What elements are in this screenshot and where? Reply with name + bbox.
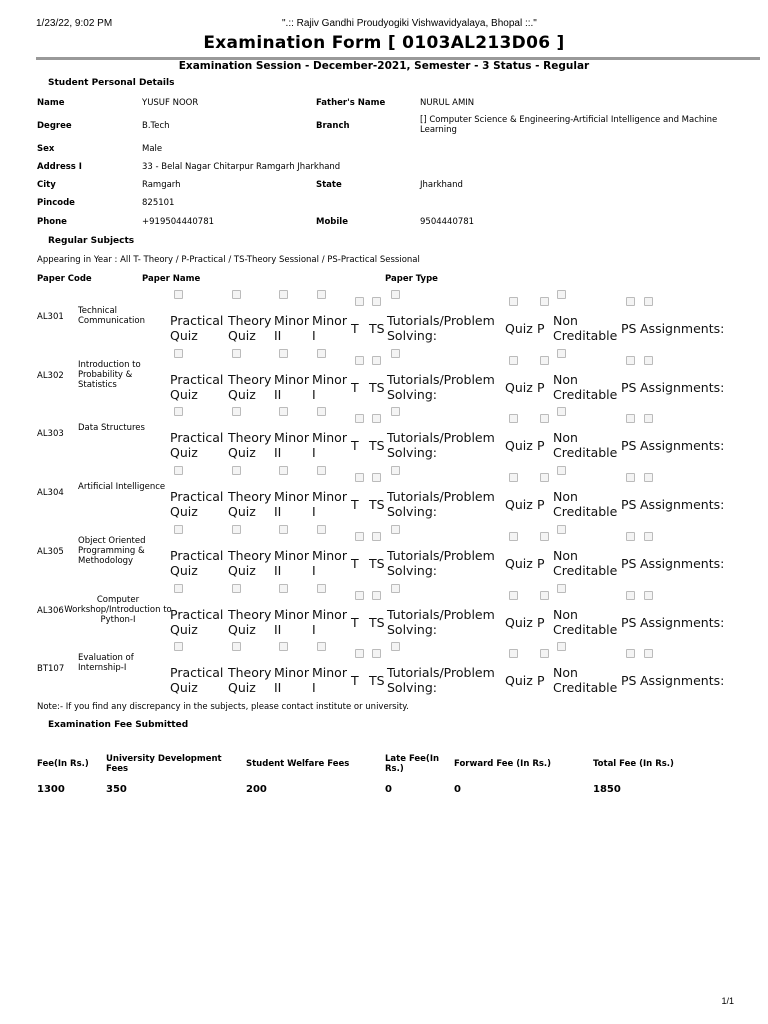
personal-section-heading: Student Personal Details bbox=[48, 78, 175, 88]
paper-type-checkbox[interactable] bbox=[355, 414, 364, 423]
paper-type-checkbox[interactable] bbox=[644, 473, 653, 482]
paper-type-checkbox[interactable] bbox=[540, 473, 549, 482]
paper-type-checkbox[interactable] bbox=[232, 525, 241, 534]
phone-label: Phone bbox=[37, 217, 67, 227]
option-label-quiz: Quiz bbox=[505, 379, 533, 395]
option-label-practical-quiz: Practical Quiz bbox=[170, 430, 224, 461]
paper-type-checkbox[interactable] bbox=[174, 349, 183, 358]
paper-type-checkbox[interactable] bbox=[626, 414, 635, 423]
option-label-theory-quiz: Theory Quiz bbox=[228, 547, 272, 578]
paper-type-checkbox[interactable] bbox=[174, 466, 183, 475]
paper-type-checkbox[interactable] bbox=[644, 532, 653, 541]
paper-type-checkbox[interactable] bbox=[391, 466, 400, 475]
paper-type-checkbox[interactable] bbox=[372, 649, 381, 658]
paper-type-checkbox[interactable] bbox=[372, 532, 381, 541]
option-label-minor-ii: Minor II bbox=[274, 665, 309, 696]
page-number: 1/1 bbox=[721, 996, 734, 1006]
paper-code: AL306 bbox=[37, 605, 64, 616]
state-label: State bbox=[316, 180, 342, 190]
option-label-assignments: Assignments: bbox=[640, 438, 725, 454]
paper-type-checkbox[interactable] bbox=[355, 473, 364, 482]
option-label-ps: PS bbox=[621, 379, 637, 395]
session-line: Examination Session - December-2021, Semester - 3 Status - Regular bbox=[178, 60, 590, 72]
option-label-ts: TS bbox=[369, 673, 385, 689]
pincode-label: Pincode bbox=[37, 198, 75, 208]
paper-type-checkbox[interactable] bbox=[317, 290, 326, 299]
paper-type-checkbox[interactable] bbox=[279, 290, 288, 299]
paper-type-checkbox[interactable] bbox=[279, 466, 288, 475]
paper-type-checkbox[interactable] bbox=[279, 407, 288, 416]
total-fee-header: Total Fee (In Rs.) bbox=[593, 759, 674, 769]
option-label-minor-i: Minor I bbox=[312, 665, 347, 696]
option-label-ps: PS bbox=[621, 321, 637, 336]
paper-type-checkbox[interactable] bbox=[372, 414, 381, 423]
paper-code: AL305 bbox=[37, 546, 64, 557]
name-label: Name bbox=[37, 98, 65, 108]
option-label-p: P bbox=[537, 497, 545, 513]
option-label-non-creditable: Non Creditable bbox=[553, 606, 618, 637]
col-paper-name: Paper Name bbox=[142, 274, 201, 284]
col-paper-code: Paper Code bbox=[37, 274, 92, 284]
paper-type-checkbox[interactable] bbox=[557, 584, 566, 593]
option-label-tutorials: Tutorials/Problem Solving: bbox=[387, 606, 495, 637]
option-label-theory-quiz: Theory Quiz bbox=[228, 606, 272, 637]
paper-code: BT107 bbox=[37, 664, 65, 675]
paper-type-checkbox[interactable] bbox=[644, 591, 653, 600]
paper-type-checkbox[interactable] bbox=[626, 356, 635, 365]
option-label-quiz: Quiz bbox=[505, 321, 533, 336]
option-label-ps: PS bbox=[621, 497, 637, 513]
option-label-minor-ii: Minor II bbox=[274, 371, 309, 402]
option-label-minor-i: Minor I bbox=[312, 489, 347, 520]
paper-type-checkbox[interactable] bbox=[279, 642, 288, 651]
phone-value: +919504440781 bbox=[142, 217, 215, 227]
paper-type-checkbox[interactable] bbox=[174, 584, 183, 593]
option-label-ts: TS bbox=[369, 497, 385, 513]
univ-dev-fee-value: 350 bbox=[106, 784, 127, 795]
forward-fee-header: Forward Fee (In Rs.) bbox=[454, 759, 552, 769]
option-label-minor-i: Minor I bbox=[312, 371, 347, 402]
name-value: YUSUF NOOR bbox=[142, 98, 199, 108]
option-label-practical-quiz: Practical Quiz bbox=[170, 606, 224, 637]
option-label-assignments: Assignments: bbox=[640, 379, 725, 395]
paper-type-checkbox[interactable] bbox=[509, 414, 518, 423]
sex-label: Sex bbox=[37, 144, 55, 154]
paper-type-checkbox[interactable] bbox=[232, 407, 241, 416]
fee-value: 1300 bbox=[37, 784, 65, 795]
paper-type-checkbox[interactable] bbox=[232, 290, 241, 299]
paper-type-checkbox[interactable] bbox=[391, 290, 400, 299]
paper-type-checkbox[interactable] bbox=[372, 297, 381, 306]
paper-code: AL303 bbox=[37, 429, 64, 440]
mobile-value: 9504440781 bbox=[420, 217, 475, 227]
paper-type-checkbox[interactable] bbox=[644, 414, 653, 423]
option-label-ts: TS bbox=[369, 379, 385, 395]
paper-type-checkbox[interactable] bbox=[317, 466, 326, 475]
paper-type-checkbox[interactable] bbox=[540, 414, 549, 423]
paper-type-checkbox[interactable] bbox=[509, 649, 518, 658]
paper-name: Artificial Intelligence bbox=[78, 482, 166, 493]
option-label-ts: TS bbox=[369, 438, 385, 454]
paper-type-checkbox[interactable] bbox=[355, 591, 364, 600]
paper-type-checkbox[interactable] bbox=[317, 525, 326, 534]
print-datetime: 1/23/22, 9:02 PM bbox=[36, 18, 113, 29]
degree-value: B.Tech bbox=[142, 121, 170, 131]
subjects-section-heading: Regular Subjects bbox=[48, 236, 135, 246]
discrepancy-note: Note:- If you find any discrepancy in the subjects, please contact institute or university. bbox=[37, 702, 409, 712]
option-label-theory-quiz: Theory Quiz bbox=[228, 313, 272, 343]
father-value: NURUL AMIN bbox=[420, 98, 475, 108]
paper-type-checkbox[interactable] bbox=[626, 649, 635, 658]
paper-type-checkbox[interactable] bbox=[509, 356, 518, 365]
option-label-non-creditable: Non Creditable bbox=[553, 371, 618, 402]
option-label-theory-quiz: Theory Quiz bbox=[228, 665, 272, 696]
option-label-assignments: Assignments: bbox=[640, 321, 725, 336]
paper-type-checkbox[interactable] bbox=[232, 349, 241, 358]
paper-type-checkbox[interactable] bbox=[557, 525, 566, 534]
option-label-assignments: Assignments: bbox=[640, 614, 725, 630]
paper-type-checkbox[interactable] bbox=[232, 642, 241, 651]
option-label-ts: TS bbox=[369, 614, 385, 630]
paper-type-checkbox[interactable] bbox=[391, 349, 400, 358]
sex-value: Male bbox=[142, 144, 163, 154]
paper-type-checkbox[interactable] bbox=[232, 466, 241, 475]
form-title: Examination Form [ 0103AL213D06 ] bbox=[203, 33, 565, 53]
option-label-minor-i: Minor I bbox=[312, 313, 347, 343]
fee-header: Fee(In Rs.) bbox=[37, 759, 89, 769]
paper-type-checkbox[interactable] bbox=[174, 290, 183, 299]
option-label-tutorials: Tutorials/Problem Solving: bbox=[387, 371, 495, 402]
paper-type-checkbox[interactable] bbox=[372, 591, 381, 600]
welfare-fee-header: Student Welfare Fees bbox=[246, 759, 350, 769]
late-fee-header: Late Fee(In Rs.) bbox=[385, 754, 440, 774]
paper-type-checkbox[interactable] bbox=[557, 407, 566, 416]
degree-label: Degree bbox=[37, 121, 72, 131]
branch-label: Branch bbox=[316, 121, 350, 131]
option-label-quiz: Quiz bbox=[505, 555, 533, 571]
option-label-practical-quiz: Practical Quiz bbox=[170, 489, 224, 520]
paper-type-checkbox[interactable] bbox=[540, 297, 549, 306]
paper-type-checkbox[interactable] bbox=[391, 642, 400, 651]
option-label-minor-i: Minor I bbox=[312, 547, 347, 578]
option-label-minor-i: Minor I bbox=[312, 430, 347, 461]
option-label-theory-quiz: Theory Quiz bbox=[228, 489, 272, 520]
option-label-tutorials: Tutorials/Problem Solving: bbox=[387, 489, 495, 520]
paper-name: Data Structures bbox=[78, 423, 145, 434]
option-label-tutorials: Tutorials/Problem Solving: bbox=[387, 313, 495, 343]
option-label-assignments: Assignments: bbox=[640, 673, 725, 689]
paper-type-checkbox[interactable] bbox=[355, 297, 364, 306]
paper-type-checkbox[interactable] bbox=[317, 407, 326, 416]
paper-type-checkbox[interactable] bbox=[232, 584, 241, 593]
option-label-theory-quiz: Theory Quiz bbox=[228, 371, 272, 402]
paper-type-checkbox[interactable] bbox=[557, 290, 566, 299]
paper-type-checkbox[interactable] bbox=[391, 407, 400, 416]
option-label-p: P bbox=[537, 379, 545, 395]
branch-value: [] Computer Science & Engineering-Artificial Intelligence and Machine Learning bbox=[420, 115, 718, 135]
paper-type-checkbox[interactable] bbox=[644, 356, 653, 365]
father-label: Father's Name bbox=[316, 98, 386, 108]
option-label-p: P bbox=[537, 321, 545, 336]
pincode-value: 825101 bbox=[142, 198, 175, 208]
paper-type-checkbox[interactable] bbox=[509, 591, 518, 600]
fees-section-heading: Examination Fee Submitted bbox=[48, 720, 189, 730]
paper-type-checkbox[interactable] bbox=[626, 473, 635, 482]
option-label-t: T bbox=[351, 673, 359, 689]
paper-type-checkbox[interactable] bbox=[626, 532, 635, 541]
option-label-non-creditable: Non Creditable bbox=[553, 489, 618, 520]
paper-type-checkbox[interactable] bbox=[355, 532, 364, 541]
option-label-tutorials: Tutorials/Problem Solving: bbox=[387, 547, 495, 578]
option-label-non-creditable: Non Creditable bbox=[553, 313, 618, 343]
mobile-label: Mobile bbox=[316, 217, 348, 227]
option-label-ts: TS bbox=[369, 555, 385, 571]
option-label-theory-quiz: Theory Quiz bbox=[228, 430, 272, 461]
option-label-assignments: Assignments: bbox=[640, 497, 725, 513]
option-label-t: T bbox=[351, 379, 359, 395]
paper-type-checkbox[interactable] bbox=[279, 349, 288, 358]
paper-type-checkbox[interactable] bbox=[644, 649, 653, 658]
option-label-minor-ii: Minor II bbox=[274, 313, 309, 343]
paper-type-checkbox[interactable] bbox=[509, 297, 518, 306]
paper-type-checkbox[interactable] bbox=[174, 642, 183, 651]
option-label-t: T bbox=[351, 438, 359, 454]
option-label-minor-ii: Minor II bbox=[274, 606, 309, 637]
paper-type-checkbox[interactable] bbox=[174, 525, 183, 534]
paper-name: Object Oriented Programming & Methodology bbox=[78, 535, 146, 566]
paper-name: Introduction to Probability & Statistics bbox=[78, 359, 141, 390]
paper-type-checkbox[interactable] bbox=[317, 349, 326, 358]
paper-type-checkbox[interactable] bbox=[509, 473, 518, 482]
paper-code: AL304 bbox=[37, 488, 64, 499]
paper-type-checkbox[interactable] bbox=[391, 584, 400, 593]
option-label-minor-ii: Minor II bbox=[274, 489, 309, 520]
option-label-ps: PS bbox=[621, 673, 637, 689]
option-label-minor-ii: Minor II bbox=[274, 547, 309, 578]
option-label-practical-quiz: Practical Quiz bbox=[170, 665, 224, 696]
paper-type-checkbox[interactable] bbox=[626, 297, 635, 306]
paper-code: AL302 bbox=[37, 370, 64, 381]
paper-type-checkbox[interactable] bbox=[279, 584, 288, 593]
paper-type-checkbox[interactable] bbox=[317, 584, 326, 593]
option-label-practical-quiz: Practical Quiz bbox=[170, 313, 224, 343]
paper-type-checkbox[interactable] bbox=[557, 642, 566, 651]
city-value: Ramgarh bbox=[142, 180, 181, 190]
option-label-non-creditable: Non Creditable bbox=[553, 430, 618, 461]
paper-type-checkbox[interactable] bbox=[540, 356, 549, 365]
option-label-ps: PS bbox=[621, 555, 637, 571]
paper-type-checkbox[interactable] bbox=[540, 591, 549, 600]
option-label-minor-ii: Minor II bbox=[274, 430, 309, 461]
option-label-quiz: Quiz bbox=[505, 614, 533, 630]
paper-type-checkbox[interactable] bbox=[372, 473, 381, 482]
option-label-practical-quiz: Practical Quiz bbox=[170, 547, 224, 578]
option-label-tutorials: Tutorials/Problem Solving: bbox=[387, 665, 495, 696]
option-label-tutorials: Tutorials/Problem Solving: bbox=[387, 430, 495, 461]
option-label-quiz: Quiz bbox=[505, 438, 533, 454]
paper-type-checkbox[interactable] bbox=[317, 642, 326, 651]
univ-dev-fee-header: University Development Fees bbox=[106, 754, 222, 774]
option-label-t: T bbox=[351, 497, 359, 513]
state-value: Jharkhand bbox=[420, 180, 463, 190]
paper-type-checkbox[interactable] bbox=[279, 525, 288, 534]
paper-code: AL301 bbox=[37, 312, 64, 322]
welfare-fee-value: 200 bbox=[246, 784, 267, 795]
paper-type-checkbox[interactable] bbox=[391, 525, 400, 534]
total-fee-value: 1850 bbox=[593, 784, 621, 795]
paper-type-checkbox[interactable] bbox=[174, 407, 183, 416]
option-label-assignments: Assignments: bbox=[640, 555, 725, 571]
paper-type-checkbox[interactable] bbox=[540, 649, 549, 658]
option-label-p: P bbox=[537, 614, 545, 630]
option-label-t: T bbox=[351, 555, 359, 571]
col-paper-type: Paper Type bbox=[385, 274, 438, 284]
option-label-non-creditable: Non Creditable bbox=[553, 547, 618, 578]
option-label-p: P bbox=[537, 555, 545, 571]
forward-fee-value: 0 bbox=[454, 784, 461, 795]
option-label-t: T bbox=[351, 614, 359, 630]
paper-type-checkbox[interactable] bbox=[355, 649, 364, 658]
paper-type-checkbox[interactable] bbox=[372, 356, 381, 365]
paper-type-checkbox[interactable] bbox=[540, 532, 549, 541]
option-label-minor-i: Minor I bbox=[312, 606, 347, 637]
paper-type-checkbox[interactable] bbox=[509, 532, 518, 541]
print-page-title: ".:: Rajiv Gandhi Proudyogiki Vishwavidyalaya, Bhopal ::." bbox=[282, 18, 537, 29]
city-label: City bbox=[37, 180, 56, 190]
option-label-p: P bbox=[537, 438, 545, 454]
paper-type-checkbox[interactable] bbox=[557, 466, 566, 475]
appearing-legend: Appearing in Year : All T- Theory / P-Practical / TS-Theory Sessional / PS-Practical Sessional bbox=[37, 255, 420, 265]
paper-name: Evaluation of Internship-I bbox=[78, 653, 134, 674]
paper-type-checkbox[interactable] bbox=[557, 349, 566, 358]
option-label-non-creditable: Non Creditable bbox=[553, 665, 618, 696]
option-label-p: P bbox=[537, 673, 545, 689]
paper-type-checkbox[interactable] bbox=[644, 297, 653, 306]
paper-name: Technical Communication bbox=[78, 306, 145, 326]
late-fee-value: 0 bbox=[385, 784, 392, 795]
option-label-ps: PS bbox=[621, 438, 637, 454]
address-label: Address I bbox=[37, 162, 82, 172]
option-label-ts: TS bbox=[369, 321, 385, 336]
address-value: 33 - Belal Nagar Chitarpur Ramgarh Jharkhand bbox=[142, 162, 341, 172]
option-label-quiz: Quiz bbox=[505, 673, 533, 689]
paper-type-checkbox[interactable] bbox=[626, 591, 635, 600]
option-label-quiz: Quiz bbox=[505, 497, 533, 513]
paper-type-checkbox[interactable] bbox=[355, 356, 364, 365]
paper-name: Computer Workshop/Introduction to Python-I bbox=[64, 594, 172, 625]
option-label-ps: PS bbox=[621, 614, 637, 630]
option-label-practical-quiz: Practical Quiz bbox=[170, 371, 224, 402]
option-label-t: T bbox=[351, 321, 359, 336]
